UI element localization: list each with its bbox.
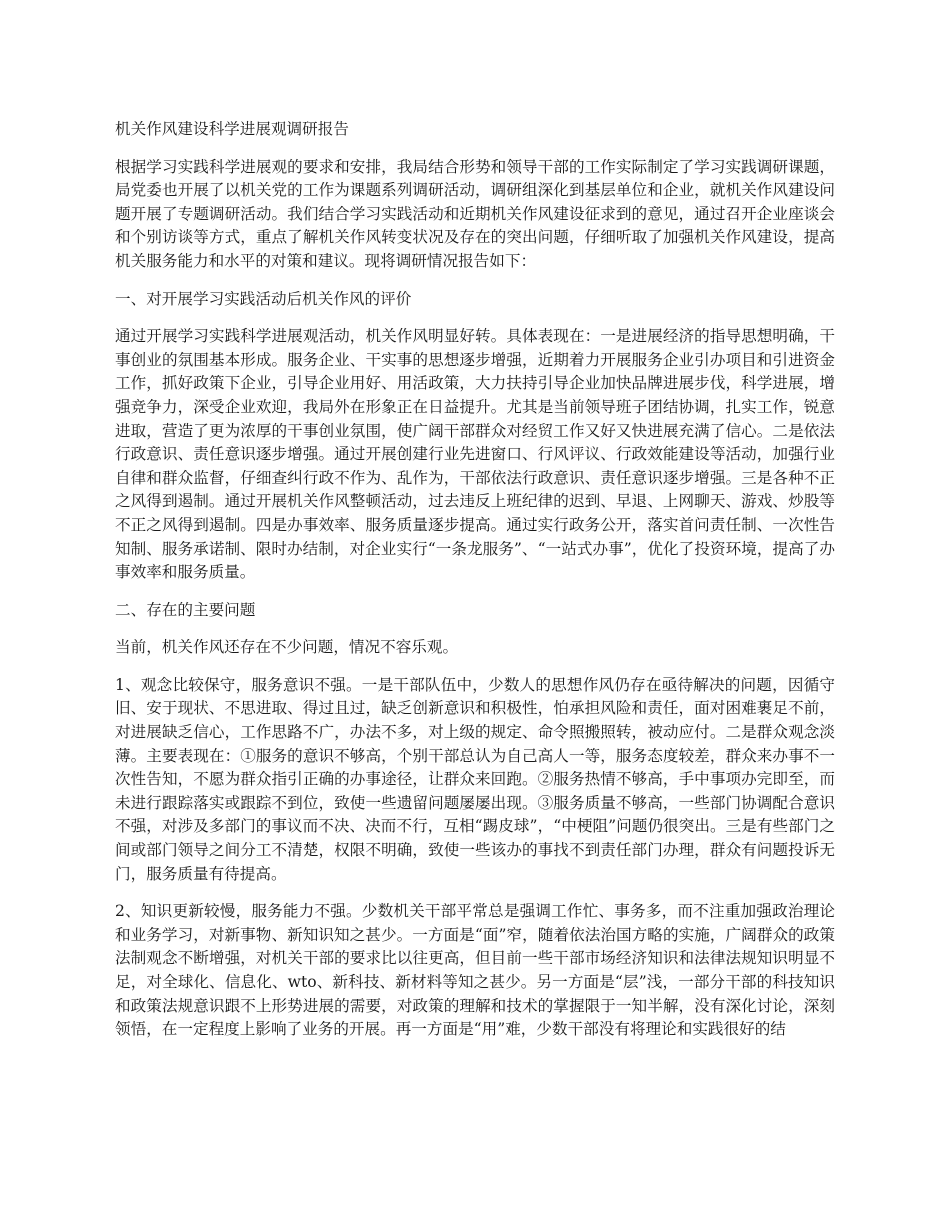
- problem-2-paragraph: 2、知识更新较慢，服务能力不强。少数机关干部平常总是强调工作忙、事务多，而不注重加强政治理论和业务学习，对新事物、新知识知之甚少。一方面是“面”窄，随着依法治国方略的实施，广阔群众的政策法制观念不断增强，对机关干部的要求比以往更高，但目前一些干部市场经济知识和法律法规知识明显不足，对全球化、信息化、wto、新科技、新材料等知之甚少。另一方面是“层”浅，一部分干部的科技知识和政策法规意识跟不上形势进展的需要，对政策的理解和技术的掌握限于一知半解，没有深化讨论，深刻领悟，在一定程度上影响了业务的开展。再一方面是“用”难，少数干部没有将理论和实践很好的结: [115, 902, 835, 1039]
- evaluation-paragraph: 通过开展学习实践科学进展观活动，机关作风明显好转。具体表现在：一是进展经济的指导思想明确，干事创业的氛围基本形成。服务企业、干实事的思想逐步增强，近期着力开展服务企业引办项目和引进资金工作，抓好政策下企业，引导企业用好、用活政策，大力扶持引导企业加快品牌进展步伐，科学进展，增强竞争力，深受企业欢迎，我局外在形象正在日益提升。尤其是当前领导班子团结协调，扎实工作，锐意进取，营造了更为浓厚的干事创业氛围，使广阔干部群众对经贸工作又好又快进展充满了信心。二是依法行政意识、责任意识逐步增强。通过开展创建行业先进窗口、行风评议、行政效能建设等活动，加强行业自律和群众监督，仔细查纠行政不作为、乱作为，干部依法行政意识、责任意识逐步增强。三是各种不正之风得到遏制。通过开展机关作风整顿活动，过去违反上班纪律的迟到、早退、上网聊天、游戏、炒股等不正之风得到遏制。四是办事效率、服务质量逐步提高。通过实行政务公开，落实首问责任制、一次性告知制、服务承诺制、限时办结制，对企业实行“一条龙服务”、“一站式办事”，优化了投资环境，提高了办事效率和服务质量。: [115, 327, 835, 582]
- problem-1-paragraph: 1、观念比较保守，服务意识不强。一是干部队伍中，少数人的思想作风仍存在亟待解决的问题，因循守旧、安于现状、不思进取、得过且过，缺乏创新意识和积极性，怕承担风险和责任，面对困难裹足不前，对进展缺乏信心，工作思路不广，办法不多，对上级的规定、命令照搬照转，被动应付。二是群众观念淡薄。主要表现在：①服务的意识不够高，个别干部总认为自己高人一等，服务态度较差，群众来办事不一次性告知，不愿为群众指引正确的办事途径，让群众来回跑。②服务热情不够高，手中事项办完即至，而未进行跟踪落实或跟踪不到位，致使一些遗留问题屡屡出现。③服务质量不够高，一些部门协调配合意识不强，对涉及多部门的事议而不决、决而不行，互相“踢皮球”，“中梗阻”问题仍很突出。三是有些部门之间或部门领导之间分工不清楚，权限不明确，致使一些该办的事找不到责任部门办理，群众有问题投诉无门，服务质量有待提高。: [115, 675, 835, 883]
- section-heading-1: 一、对开展学习实践活动后机关作风的评价: [115, 289, 412, 308]
- intro-paragraph: 根据学习实践科学进展观的要求和安排，我局结合形势和领导干部的工作实际制定了学习实践调研课题，局党委也开展了以机关党的工作为课题系列调研活动，调研组深化到基层单位和企业，就机关作风建设问题开展了专题调研活动。我们结合学习实践活动和近期机关作风建设征求到的意见，通过召开企业座谈会和个别访谈等方式，重点了解机关作风转变状况及存在的突出问题，仔细听取了加强机关作风建设，提高机关服务能力和水平的对策和建议。现将调研情况报告如下：: [115, 157, 835, 270]
- document-page: [115, 118, 835, 1056]
- document-title: 机关作风建设科学进展观调研报告: [115, 120, 349, 138]
- problems-intro-paragraph: 当前，机关作风还存在不少问题，情况不容乐观。: [115, 638, 459, 657]
- section-heading-2: 二、存在的主要问题: [115, 600, 256, 619]
